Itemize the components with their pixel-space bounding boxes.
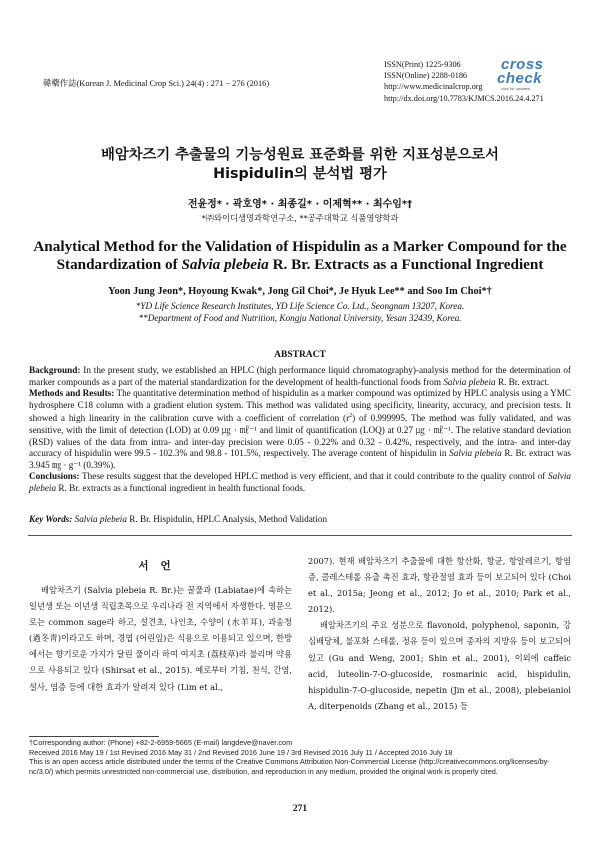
english-title — [30, 238, 570, 274]
abstract-background: Background: In the present study, we established an HPLC (high performance liquid chromatography)-analysis method for the determination of marker compounds as a part of the material standardization for the development of health-functional foods from Salvia plebeia R. Br. extract. — [29, 365, 571, 387]
intro-paragraph-1: 배암차즈기 (Salvia plebeia R. Br.)는 꿀풀과 (Labiatae)에 속하는 일년생 또는 이년생 직립초목으로 우리나라 전 지역에서 자생한다. 영문으로는 common sage라 하고, 설견초, 나인초, 수양이 (水羊耳), 과송청 (過冬靑)이라고도 하며, 경엽 (어린잎)은 식용으로 이용되고 있으며, 한방에서는 향기로운 가지가 달린 풀이라 하여 여지초 (荔枝草)라 불리며 약용으로 사용되고 있다 (Shirsat et al., 2015). 예로부터 기침, 천식, 간염, 설사, 염증 등에 대한 효과가 알려져 있다 (Lim et al., — [29, 585, 292, 692]
left-column — [29, 556, 292, 695]
issn-online: ISSN(Online) 2288-0186 — [384, 71, 468, 81]
page-number: 271 — [292, 804, 308, 814]
abstract-conclusions: Conclusions: These results suggest that the developed HPLC method is very efficient, and that it could contribute to the quality control of Salvia plebeia R. Br. extracts as a functional ingredient in health functional foods. — [29, 471, 571, 493]
crossmark-caption: click for updates — [501, 86, 530, 91]
received-dates: Received 2016 May 19 / 1st Revised 2016 May 31 / 2nd Revised 2016 June 19 / 3rd Revised 2016 July 11 / Accepted 2016 July 18 — [29, 747, 453, 757]
korean-title-line2: Hispidulin의 분석법 평가 — [213, 166, 387, 182]
license-text: This is an open access article distributed under the terms of the Creative Commons Attribution Non-Commercial License (http://creativecommons.org/licenses/by-nc/3.0/) which permits unrestricted non-commercial use, distribution, and reproduction in any medium, provided the original work is properly cited. — [29, 757, 550, 776]
affiliation-1: *YD Life Science Research Institutes, YD Life Science Co. Ltd., Seongnam 13207, Korea. — [135, 301, 465, 311]
english-affiliations — [0, 301, 600, 324]
intro-paragraph-3: 배암차즈기의 주요 성분으로 flavonoid, polyphenol, saponin, 강심배당체, 불포화 스테롤, 정유 등이 있으며 종자의 지방유 등이 보고되어 있고 (Gu and Weng, 2001; Shin et al., 2001), 이외에 caffeic acid, luteolin-7-O-glucoside, rosmarinic acid, hispidulin, hispidulin-7-O-glucoside, nepetin (Jin et al., 2008), plebeianiol A, diterpenoids (Zhang et al., 2015) 등 — [308, 620, 571, 711]
journal-url[interactable]: http://www.medicinalcrop.org — [384, 82, 483, 92]
footnotes — [29, 738, 569, 776]
issn-print: ISSN(Print) 1225-9306 — [384, 60, 461, 69]
section-divider — [28, 535, 572, 536]
species-name: Salvia plebeia — [181, 256, 269, 273]
korean-title-line1: 배암차즈기 추출물의 기능성원료 표준화를 위한 지표성분으로서 — [101, 147, 499, 163]
abstract-body — [29, 365, 571, 495]
intro-paragraph-2: 2007). 현재 배암차즈기 추출물에 대한 항산화, 항균, 항알레르기, 항염증, 콜레스테롤 유출 촉진 효과, 항관절염 효과 등이 보고되어 있다 (Choi et al., 2015a; Jeong et al., 2012; Jo et al., 2010; Park et al., 2012). — [308, 556, 571, 615]
korean-title — [0, 146, 600, 184]
korean-affiliation: *㈜와이디생명과학연구소, **공주대학교 식품영양학과 — [201, 213, 399, 223]
english-authors: Yoon Jung Jeon*, Hoyoung Kwak*, Jong Gil Choi*, Je Hyuk Lee** and Soo Im Choi*† — [108, 286, 492, 297]
abstract-heading: ABSTRACT — [274, 350, 326, 360]
crossmark-word2: check — [497, 70, 543, 87]
abstract-methods: Methods and Results: The quantitative determination method of hispidulin as a marker compound was optimized by HPLC analysis using a YMC hydrosphere C18 column with a gradient elution system. This method was validated using specificity, linearity, accuracy, and precision tests. It showed a high linearity in the calibration curve with a coefficient of correlation $(r^2)$ of 0.999995. The method was fully validated, and was sensitive, with the limit of detection (LOD) at 0.09 ㎍ · ㎖⁻¹ and limit of quantification (LOQ) at 0.27 ㎍ · ㎖⁻¹. The relative standard deviation (RSD) values of the data from intra- and inter-day precision were 0.05 - 0.22% and 0.32 - 0.42%, respectively, and the intra- and inter-day accuracy of hispidulin were 99.5 - 102.3% and 98.8 - 101.5%, respectively. The average content of hispidulin in Salvia plebeia R. Br. extract was 3.945 ㎎ · g⁻¹ (0.39%). — [29, 388, 572, 470]
doi-link[interactable]: http://dx.doi.org/10.7783/KJMCS.2016.24.4.271 — [384, 93, 544, 103]
korean-authors: 전윤정* · 곽호영* · 최종길* · 이제혁** · 최수임*† — [187, 199, 413, 210]
journal-citation: 韓藥作誌(Korean J. Medicinal Crop Sci.) 24(4) : 271 − 276 (2016) — [43, 79, 270, 88]
english-title-line2: Standardization of Salvia plebeia R. Br. Extracts as a Functional Ingredient — [56, 256, 544, 273]
right-column — [308, 553, 571, 714]
crossmark-word1: cross — [501, 56, 544, 73]
introduction-heading: 서언 — [138, 560, 183, 572]
english-title-line1: Analytical Method for the Validation of Hispidulin as a Marker Compound for the — [33, 238, 567, 255]
corresponding-author: †Corresponding author: (Phone) +82-2-6959-5665 (E-mail) langdeve@naver.com — [29, 738, 293, 747]
crossmark-badge[interactable] — [497, 58, 559, 100]
key-words: Key Words: Salvia plebeia R. Br. Hispidulin, HPLC Analysis, Method Validation — [29, 514, 328, 524]
footnote-rule — [29, 736, 159, 737]
affiliation-2: **Department of Food and Nutrition, Kongju National University, Yesan 32439, Korea. — [138, 312, 462, 323]
